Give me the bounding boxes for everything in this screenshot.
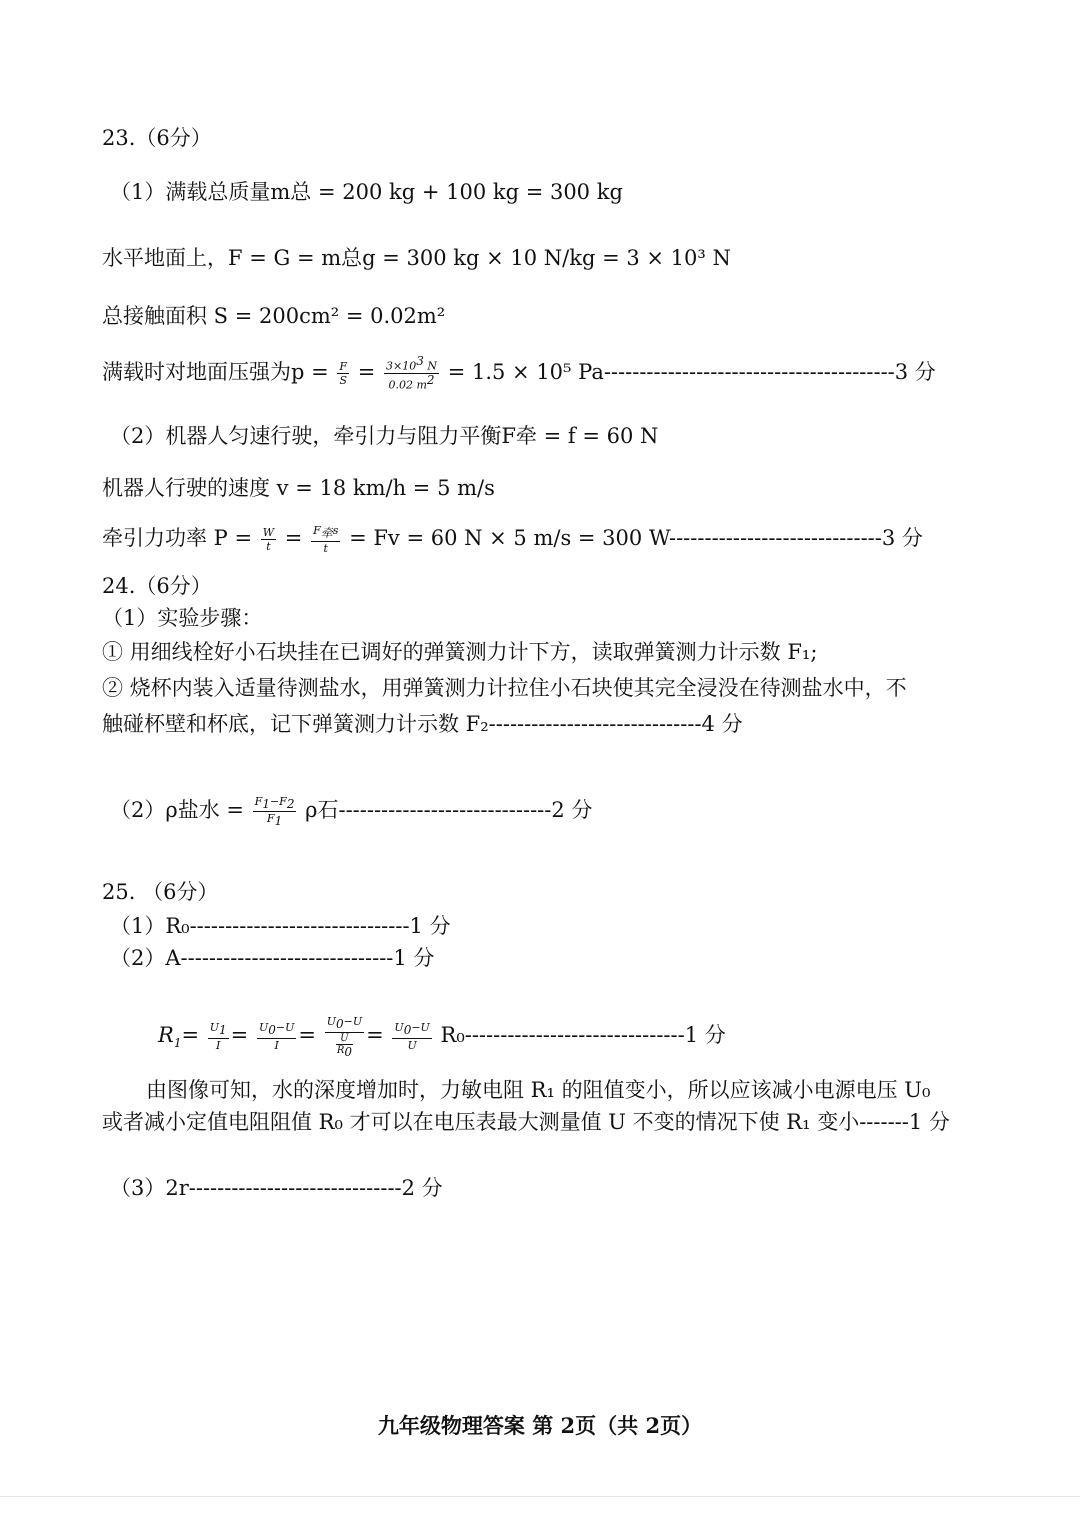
q23-header: 23.（6分） <box>102 126 212 150</box>
q24-line-3: ② 烧杯内装入适量待测盐水，用弹簧测力计拉住小石块使其完全浸没在待测盐水中，不 <box>102 676 907 700</box>
q25-line-5: 或者减小定值电阻阻值 R₀ 才可以在电压表最大测量值 U 不变的情况下使 R₁ 变小-------1 分 <box>102 1110 950 1134</box>
page-footer: 九年级物理答案 第 2页（共 2页） <box>377 1413 703 1438</box>
fraction-Fs-over-t: $\frac{F_牵s}{t}$ <box>313 524 339 555</box>
q25-line-6: （3）2r------------------------------2 分 <box>110 1176 443 1200</box>
fraction-3e3N-over-0.02m2: $\frac{3\times 10^3 N}{0.02 m^2}$ <box>386 354 438 392</box>
q23-l4-text-b: = 1.5 × 10⁵ Pa-----------------------------------------3 分 <box>447 360 936 384</box>
q25-header: 25. （6分） <box>102 880 219 904</box>
q25-l3-text-b: R₀-------------------------------1 分 <box>440 1023 726 1047</box>
fraction-U1-over-I: $\frac{U_1}{I}$ <box>209 1021 227 1052</box>
fraction-F1-minus-F2-over-F1: $\frac{F_1-F_2}{F_1}$ <box>254 794 295 829</box>
q25-line-4: 由图像可知，水的深度增加时，力敏电阻 R₁ 的阻值变小，所以应该减小电源电压 U₀ <box>146 1078 931 1102</box>
q24-l5-text-b: ρ石------------------------------2 分 <box>305 798 593 822</box>
fraction-F-over-S: $\frac{F}{S}$ <box>339 360 348 387</box>
q23-line-1: （1）满载总质量m总 = 200 kg + 100 kg = 300 kg <box>110 180 623 204</box>
q23-line-4: 满载时对地面压强为p = $\frac{F}{S}$ = $\frac{3\times 10^3 N}{0.02 m^2}$ = 1.5 × 10⁵ Pa-----------------------------------------3 分 <box>102 354 936 392</box>
fraction-W-over-t: $\frac{W}{t}$ <box>262 526 275 553</box>
q25-line-3: $R_1=$ $\frac{U_1}{I}$ = $\frac{U_0-U}{I}$ = $\frac{U_0-U}{\frac{U}{R_0}}$ = $\frac{U_0-U}{U}$ R₀-------------------------------1 分 <box>158 1015 726 1059</box>
q24-line-4: 触碰杯壁和杯底，记下弹簧测力计示数 F₂------------------------------4 分 <box>102 712 743 736</box>
q23-l4-text-a: 满载时对地面压强为p = <box>102 360 329 384</box>
q24-header: 24.（6分） <box>102 574 212 598</box>
q23-l7-text-b: = Fv = 60 N × 5 m/s = 300 W------------------------------3 分 <box>349 526 923 550</box>
fraction-U0-U-over-U: $\frac{U_0-U}{U}$ <box>394 1021 430 1052</box>
fraction-U0-U-over-U-over-R0: $\frac{U_0-U}{\frac{U}{R_0}}$ <box>326 1015 363 1059</box>
q24-l5-text-a: （2）ρ盐水 = <box>110 798 244 822</box>
fraction-U0-U-over-I: $\frac{U_0-U}{I}$ <box>258 1021 295 1052</box>
q23-line-2: 水平地面上，F = G = m总g = 300 kg × 10 N/kg = 3 × 10³ N <box>102 246 731 270</box>
q25-line-1: （1）R₀-------------------------------1 分 <box>110 914 451 938</box>
q25-line-2: （2）A------------------------------1 分 <box>110 946 435 970</box>
q24-line-5 <box>110 790 592 830</box>
q23-l7-text-a: 牵引力功率 P = <box>102 526 253 550</box>
q23-line-3: 总接触面积 S = 200cm² = 0.02m² <box>102 304 446 328</box>
q24-line-2: ① 用细线栓好小石块挂在已调好的弹簧测力计下方，读取弹簧测力计示数 F₁; <box>102 640 818 664</box>
bottom-divider <box>0 1496 1080 1497</box>
q23-line-5: （2）机器人匀速行驶，牵引力与阻力平衡F牵 = f = 60 N <box>110 424 659 448</box>
q24-line-1: （1）实验步骤： <box>102 606 263 630</box>
q23-line-7: 牵引力功率 P = $\frac{W}{t}$ = $\frac{F_牵s}{t}$ = Fv = 60 N × 5 m/s = 300 W------------------------------3 分 <box>102 524 923 555</box>
q23-line-6: 机器人行驶的速度 v = 18 km/h = 5 m/s <box>102 476 495 500</box>
